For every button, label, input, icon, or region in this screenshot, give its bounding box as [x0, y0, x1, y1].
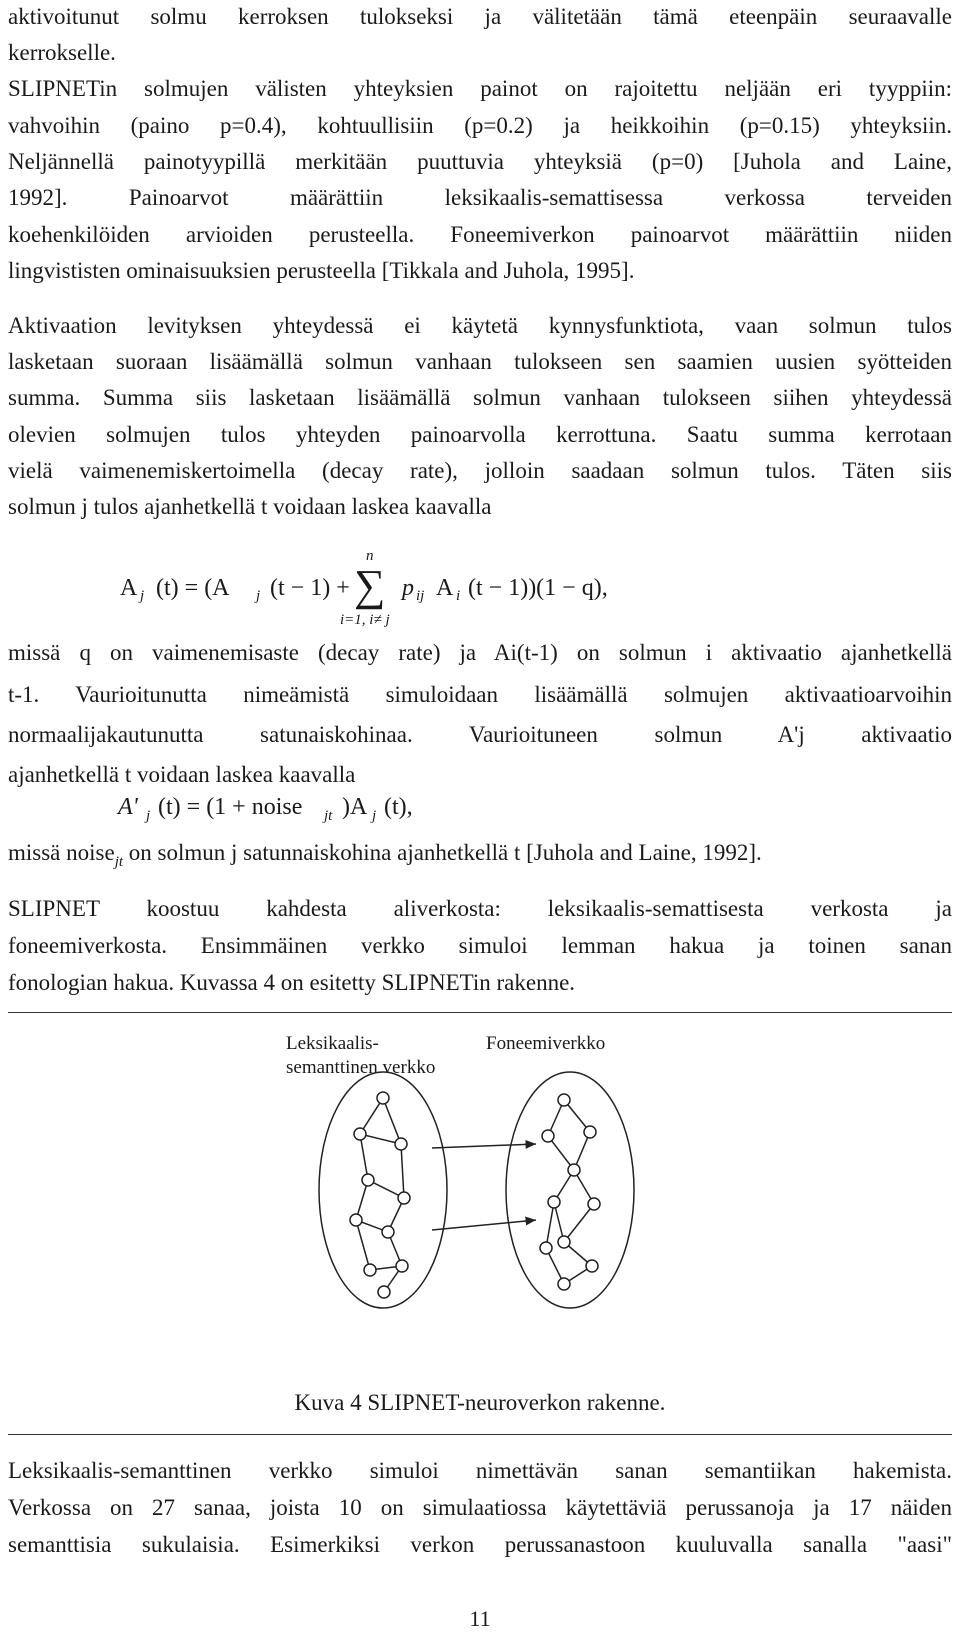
page-number: 11: [469, 1606, 491, 1631]
eq-term: (t) = (1 + noise: [158, 794, 303, 820]
eq-sum-upper: n: [366, 548, 374, 564]
network-node: [350, 1214, 362, 1226]
network-node: [542, 1130, 554, 1142]
edge: [546, 1202, 554, 1248]
eq-subscript: jt: [324, 808, 333, 824]
eq-subscript: ij: [416, 588, 425, 604]
edge: [401, 1144, 404, 1198]
edge: [360, 1134, 368, 1180]
eq-term: (t) = (A: [156, 575, 230, 601]
eq-subscript: j: [140, 588, 145, 604]
text-fragment: missä noise: [8, 840, 115, 865]
text-line: t-1. Vaurioitunutta nimeämistä simuloidaan lisäämällä solmujen aktivaatioarvoihin: [8, 682, 952, 707]
network-node: [396, 1260, 408, 1272]
network-node: [377, 1092, 389, 1104]
text-line: normaalijakautunutta satunaiskohinaa. Vaurioituneen solmun A'j aktivaatio: [8, 722, 952, 747]
network-node: [362, 1174, 374, 1186]
network-node: [584, 1126, 596, 1138]
text-line: [8, 838, 952, 871]
eq-subscript: i: [456, 588, 461, 604]
eq-term: )A: [342, 794, 368, 820]
edge: [383, 1098, 401, 1144]
text-line: Verkossa on 27 sanaa, joista 10 on simulaatiossa käytettäviä perussanoja ja 17 näiden: [8, 1495, 952, 1520]
text-line: semanttisia sukulaisia. Esimerkiksi verkon perussanastoon kuuluvalla sanalla "aasi": [8, 1532, 952, 1557]
text-line: foneemiverkosta. Ensimmäinen verkko simuloi lemman hakua ja toinen sanan: [8, 933, 952, 958]
text-line: solmun j tulos ajanhetkellä t voidaan laskea kaavalla: [8, 494, 492, 519]
eq-sum-symbol: ∑: [354, 561, 386, 610]
network-node: [558, 1278, 570, 1290]
text-line: missä q on vaimenemisaste (decay rate) ja Ai(t-1) on solmun i aktivaatio ajanhetkellä: [8, 640, 952, 665]
network-node: [540, 1242, 552, 1254]
eq-subscript: j: [146, 808, 151, 824]
text-line: olevien solmujen tulos yhteyden painoarvolla kerrottuna. Saatu summa kerrotaan: [8, 422, 952, 447]
eq-term: (t − 1) +: [270, 575, 350, 601]
text-line: Aktivaation levityksen yhteydessä ei käytetä kynnysfunktiota, vaan solmun tulos: [8, 313, 952, 338]
eq-term: A: [120, 575, 138, 601]
text-line: 1992]. Painoarvot määrättiin leksikaalis-semattisessa verkossa terveiden: [8, 185, 952, 210]
network-node: [586, 1260, 598, 1272]
text-line: fonologian hakua. Kuvassa 4 on esitetty SLIPNETin rakenne.: [8, 970, 576, 995]
network-node: [395, 1138, 407, 1150]
network-node: [558, 1094, 570, 1106]
eq-term: (t),: [384, 794, 413, 820]
eq-term: A: [436, 575, 454, 601]
text-fragment: on solmun j satunnaiskohina ajanhetkellä t [Juhola and Laine, 1992].: [123, 840, 762, 865]
edge: [432, 1220, 536, 1230]
figure-label-right: Foneemiverkko: [486, 1033, 606, 1054]
eq-term: A': [118, 794, 138, 820]
slipnet-diagram: [8, 1070, 952, 1310]
eq-sum-lower: i=1, i≠ j: [340, 612, 390, 628]
edge: [432, 1144, 536, 1148]
eq-term: (t − 1))(1 − q),: [468, 575, 608, 601]
text-line: vahvoihin (paino p=0.4), kohtuullisiin (p=0.2) ja heikkoihin (p=0.15) yhteyksiin.: [8, 113, 952, 138]
text-line: Leksikaalis-semanttinen verkko simuloi nimettävän sanan semantiikan hakemista.: [8, 1458, 952, 1483]
network-node: [548, 1196, 560, 1208]
edge: [356, 1220, 370, 1270]
network-node: [558, 1236, 570, 1248]
network-node: [588, 1198, 600, 1210]
edge: [564, 1204, 594, 1242]
network-node: [398, 1192, 410, 1204]
text-line: lingvististen ominaisuuksien perusteella [Tikkala and Juhola, 1995].: [8, 258, 635, 283]
text-line: koehenkilöiden arvioiden perusteella. Foneemiverkon painoarvot määrättiin niiden: [8, 222, 952, 247]
network-node: [568, 1164, 580, 1176]
figure-bottom-rule: [8, 1434, 952, 1435]
text-line: SLIPNET koostuu kahdesta aliverkosta: leksikaalis-semattisesta verkosta ja: [8, 896, 952, 921]
lexical-semantic-network-ellipse: [319, 1072, 447, 1308]
text-subscript: jt: [114, 854, 124, 870]
text-line: SLIPNETin solmujen välisten yhteyksien painot on rajoitettu neljään eri tyyppiin:: [8, 76, 952, 101]
network-node: [378, 1286, 390, 1298]
text-line: summa. Summa siis lasketaan lisäämällä solmun vanhaan tulokseen siihen yhteydessä: [8, 385, 952, 410]
text-line: lasketaan suoraan lisäämällä solmun vanhaan tulokseen sen saamien uusien syötteiden: [8, 349, 952, 374]
figure-top-rule: [8, 1012, 952, 1013]
network-node: [354, 1128, 366, 1140]
eq-subscript: j: [256, 588, 261, 604]
eq-term: p: [402, 575, 414, 601]
network-node: [364, 1264, 376, 1276]
text-line: kerrokselle.: [8, 40, 116, 65]
figure-label-left: Leksikaalis- semanttinen verkko: [286, 1033, 436, 1078]
text-line: vielä vaimenemiskertoimella (decay rate), jolloin saadaan solmun tulos. Täten siis: [8, 458, 952, 483]
text-line: ajanhetkellä t voidaan laskea kaavalla: [8, 762, 356, 787]
figure-caption: Kuva 4 SLIPNET-neuroverkon rakenne.: [294, 1390, 666, 1415]
text-line: Neljännellä painotyypillä merkitään puuttuvia yhteyksiä (p=0) [Juhola and Laine,: [8, 149, 952, 174]
text-line: aktivoitunut solmu kerroksen tulokseksi ja välitetään tämä eteenpäin seuraavalle: [8, 4, 952, 29]
network-node: [382, 1226, 394, 1238]
eq-subscript: j: [372, 808, 377, 824]
